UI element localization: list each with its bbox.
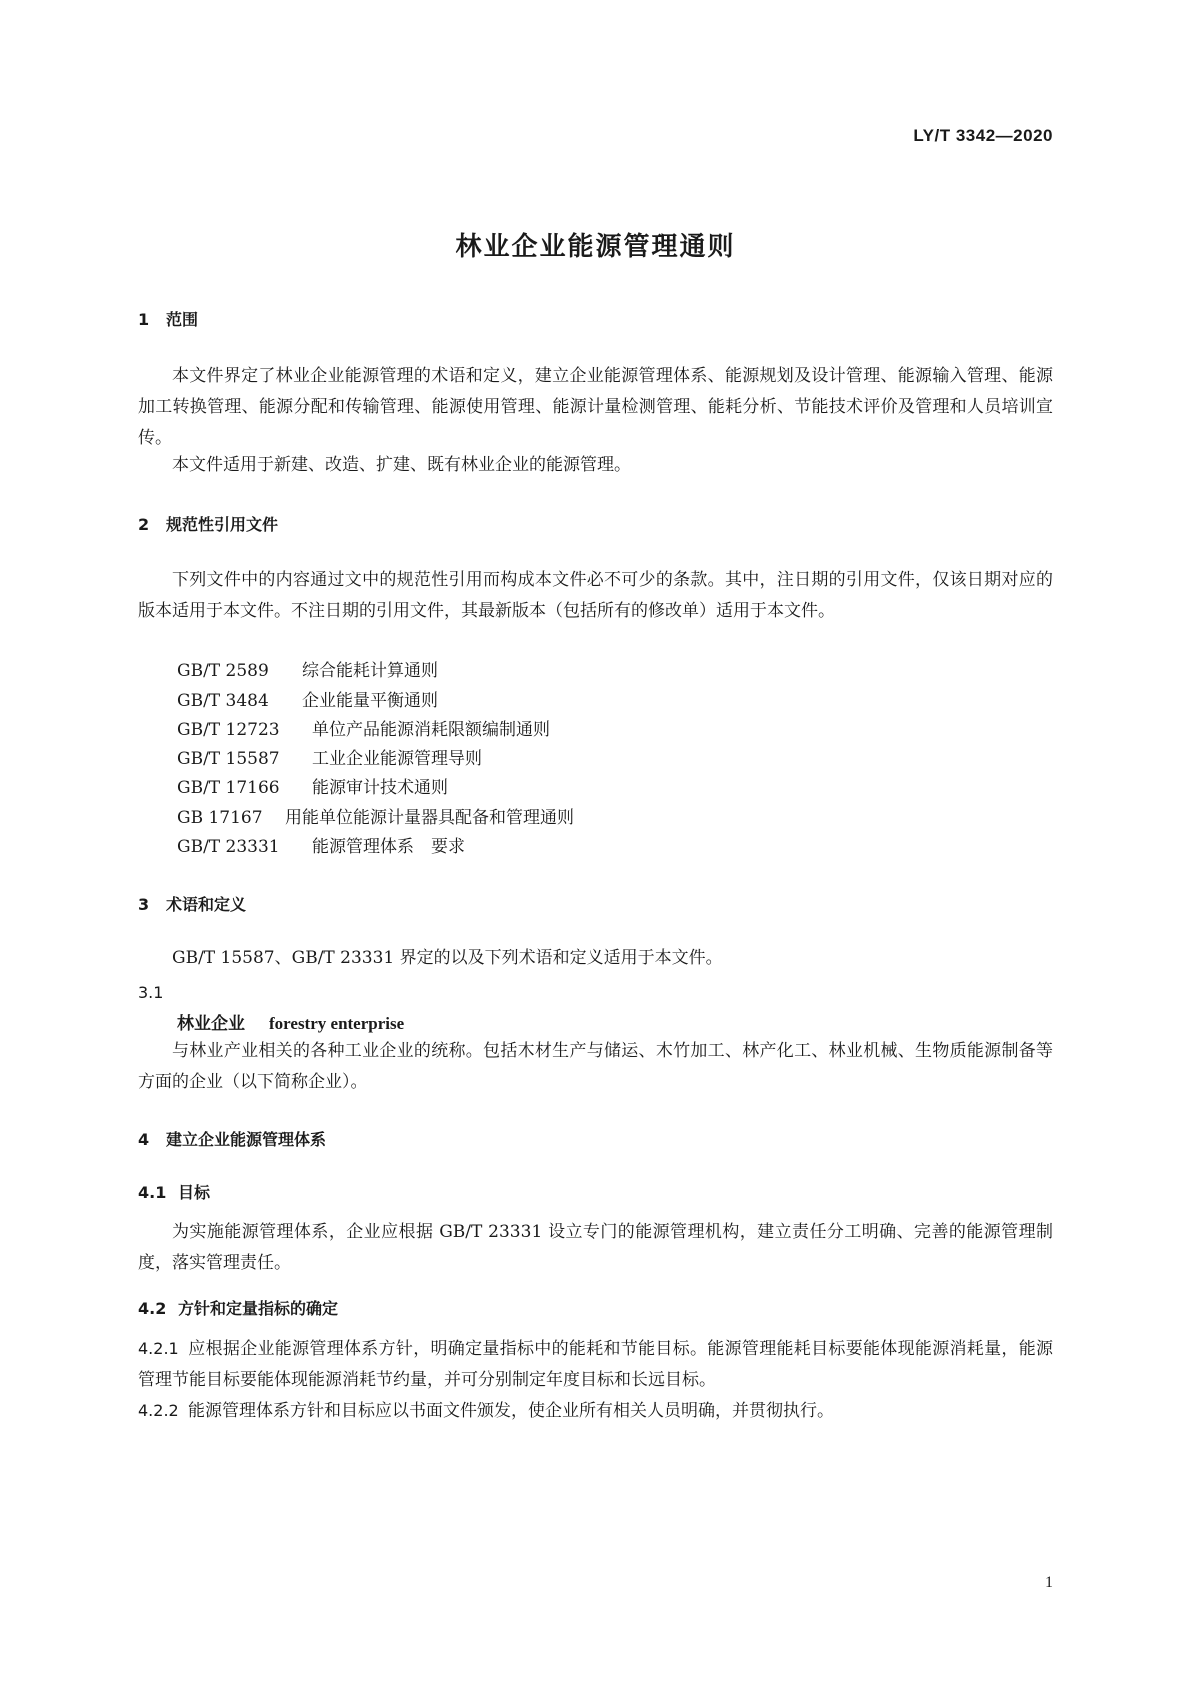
- section-3-heading: [138, 892, 246, 915]
- clause-number: 4.2.1: [138, 1339, 179, 1358]
- clause-text: 应根据企业能源管理体系方针，明确定量指标中的能耗和节能目标。能源管理能耗目标要能体现能源消耗量，能源管理节能目标要能体现能源消耗节约量，并可分别制定年度目标和长远目标。: [138, 1339, 1053, 1390]
- reference-item: [177, 715, 550, 740]
- clause-4-2-2: [138, 1395, 1053, 1427]
- term-entry: [177, 1009, 404, 1034]
- section-number: 3: [138, 895, 150, 914]
- document-title: 林业企业能源管理通则: [455, 232, 736, 262]
- section-title: 方针和定量指标的确定: [178, 1299, 339, 1318]
- term-definition: 与林业产业相关的各种工业企业的统称。包括木材生产与储运、木竹加工、林产化工、林业机械、生物质能源制备等方面的企业（以下简称企业）。: [138, 1041, 1053, 1092]
- section-number: 4.2: [138, 1299, 167, 1318]
- section-4-1-heading: [138, 1180, 210, 1203]
- section-1-heading: [138, 307, 198, 330]
- section-title: 建立企业能源管理体系: [166, 1130, 327, 1149]
- section-title: 范围: [166, 310, 199, 329]
- clause-text: 能源管理体系方针和目标应以书面文件颁发，使企业所有相关人员明确，并贯彻执行。: [188, 1401, 834, 1421]
- section-3-paragraph-1: GB/T 15587、GB/T 23331 界定的以及下列术语和定义适用于本文件。: [172, 948, 723, 968]
- section-number: 2: [138, 515, 150, 534]
- reference-code: GB/T 15587: [177, 749, 280, 769]
- term-chinese: 林业企业: [177, 1014, 245, 1034]
- section-title: 术语和定义: [166, 895, 247, 914]
- reference-title: 能源管理体系 要求: [312, 837, 465, 857]
- term-english: forestry enterprise: [269, 1014, 405, 1033]
- section-number: 4: [138, 1130, 150, 1149]
- reference-code: GB/T 23331: [177, 837, 280, 857]
- reference-item: [177, 744, 482, 769]
- reference-code: GB/T 17166: [177, 778, 280, 798]
- page-number: 1: [1045, 1574, 1053, 1591]
- section-2-heading: [138, 512, 278, 535]
- reference-item: [177, 656, 438, 681]
- section-number: 4.1: [138, 1183, 167, 1202]
- section-4-1-paragraph: 为实施能源管理体系，企业应根据 GB/T 23331 设立专门的能源管理机构，建立责任分工明确、完善的能源管理制度，落实管理责任。: [138, 1222, 1053, 1273]
- reference-item: [177, 686, 438, 711]
- reference-item: [177, 773, 448, 798]
- section-4-heading: [138, 1127, 326, 1150]
- section-number: 1: [138, 310, 150, 329]
- reference-code: GB/T 12723: [177, 720, 280, 740]
- clause-4-2-1: [138, 1333, 1053, 1396]
- reference-title: 用能单位能源计量器具配备和管理通则: [285, 808, 574, 828]
- reference-code: GB/T 3484: [177, 691, 269, 711]
- reference-title: 能源审计技术通则: [312, 778, 448, 798]
- section-title: 目标: [178, 1183, 211, 1202]
- section-title: 规范性引用文件: [166, 515, 279, 534]
- reference-title: 企业能量平衡通则: [302, 691, 438, 711]
- reference-title: 综合能耗计算通则: [302, 661, 438, 681]
- reference-item: [177, 803, 574, 828]
- clause-3-1-number: 3.1: [138, 983, 164, 1002]
- section-4-2-heading: [138, 1296, 338, 1319]
- reference-title: 工业企业能源管理导则: [312, 749, 482, 769]
- standard-code: LY/T 3342—2020: [913, 126, 1053, 145]
- clause-number: 4.2.2: [138, 1401, 179, 1420]
- reference-item: [177, 832, 465, 857]
- section-2-paragraph-1: 下列文件中的内容通过文中的规范性引用而构成本文件必不可少的条款。其中，注日期的引用文件，仅该日期对应的版本适用于本文件。不注日期的引用文件，其最新版本（包括所有的修改单）适用于本文件。: [138, 570, 1053, 621]
- section-1-paragraph-1: 本文件界定了林业企业能源管理的术语和定义，建立企业能源管理体系、能源规划及设计管理、能源输入管理、能源加工转换管理、能源分配和传输管理、能源使用管理、能源计量检测管理、能耗分析、节能技术评价及管理和人员培训宣传。: [138, 366, 1053, 448]
- reference-code: GB/T 2589: [177, 661, 269, 681]
- reference-title: 单位产品能源消耗限额编制通则: [312, 720, 550, 740]
- reference-code: GB 17167: [177, 808, 263, 828]
- section-1-paragraph-2: 本文件适用于新建、改造、扩建、既有林业企业的能源管理。: [172, 455, 631, 475]
